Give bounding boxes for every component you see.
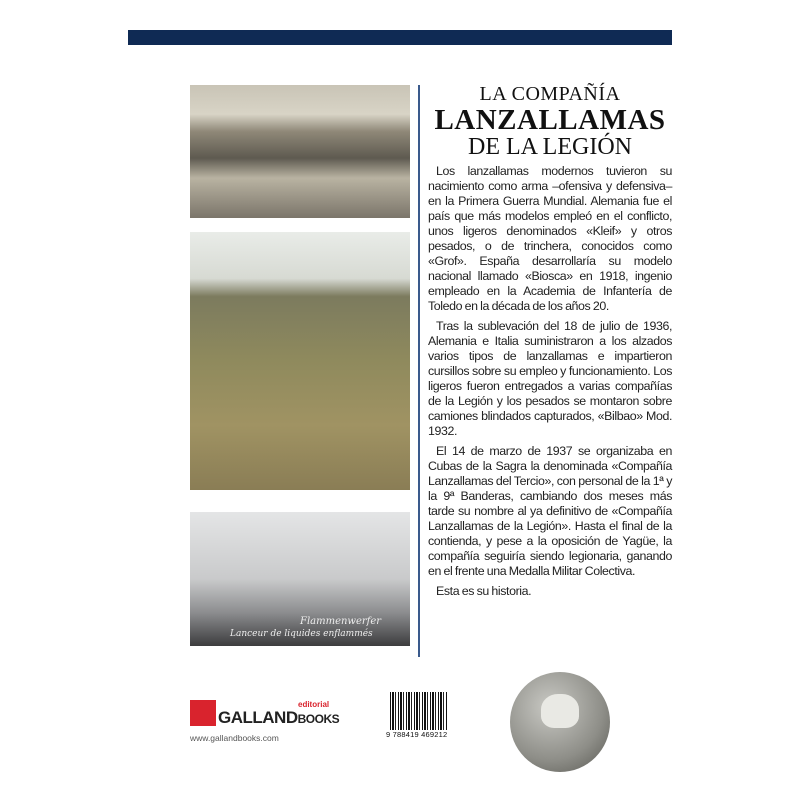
barcode-icon bbox=[390, 692, 448, 730]
top-band bbox=[128, 30, 672, 45]
book-title bbox=[425, 84, 675, 161]
logo-mark-icon bbox=[190, 700, 216, 726]
title-line-1: LA COMPAÑÍA bbox=[479, 83, 621, 105]
synopsis-paragraph: Tras la sublevación del 18 de julio de 1936, Alemania e Italia suministraron a los alzados varios tipos de lanzallamas e impartieron cursillos sobre su empleo y funcionamiento. Los ligeros fueron entregados a varias compañías de la Legión y los pesados se montaron sobre camiones blindados capturados, «Bilbao» Mod. 1932. bbox=[428, 319, 672, 438]
photo-flamethrower-device bbox=[190, 512, 410, 646]
photo-flamethrower-soldiers bbox=[190, 232, 410, 490]
logo-editorial: editorial bbox=[298, 700, 330, 709]
synopsis-paragraph: Esta es su historia. bbox=[436, 584, 532, 598]
photo-caption-2: Lanceur de liquides enflammés bbox=[230, 629, 373, 639]
photo-caption-1: Flammenwerfer bbox=[300, 616, 382, 627]
skull-medal-image bbox=[510, 672, 610, 772]
logo-name: GALLAND bbox=[218, 708, 298, 727]
title-line-3: DE LA LEGIÓN bbox=[468, 134, 632, 161]
title-line-2: LANZALLAMAS bbox=[434, 104, 666, 136]
publisher-url: www.gallandbooks.com bbox=[190, 733, 279, 743]
divider-line bbox=[418, 85, 420, 657]
logo-books: BOOKS bbox=[297, 712, 340, 726]
synopsis-paragraph: El 14 de marzo de 1937 se organizaba en Cubas de la Sagra la denominada «Compañía Lanzallamas del Tercio», con personal de la 1ª y la 9ª Banderas, cambiando dos meses más tarde su nombre al ya definitivo de «Compañía Lanzallamas de la Legión». Hasta el final de la contienda, y pese a la oposición de Yagüe, la compañía seguiría siendo legionaria, ganando en el frente una Medalla Militar Colectiva. bbox=[428, 444, 672, 578]
skull-icon bbox=[541, 694, 579, 728]
synopsis bbox=[428, 164, 672, 604]
synopsis-paragraph: Los lanzallamas modernos tuvieron su nacimiento como arma –ofensiva y defensiva– en la Primera Guerra Mundial. Alemania fue el país que más modelos empleó en el conflicto, unos ligeros denominados «Kleif» y otros pesados, o de trinchera, conocidos como «Grof». España desarrollaría su modelo nacional llamado «Biosca» en 1918, ingenio empleado en la Academia de Infantería de Toledo en la década de los años 20. bbox=[428, 164, 672, 313]
isbn-number: 9 788419 469212 bbox=[386, 730, 448, 739]
photo-troops-parade bbox=[190, 85, 410, 218]
